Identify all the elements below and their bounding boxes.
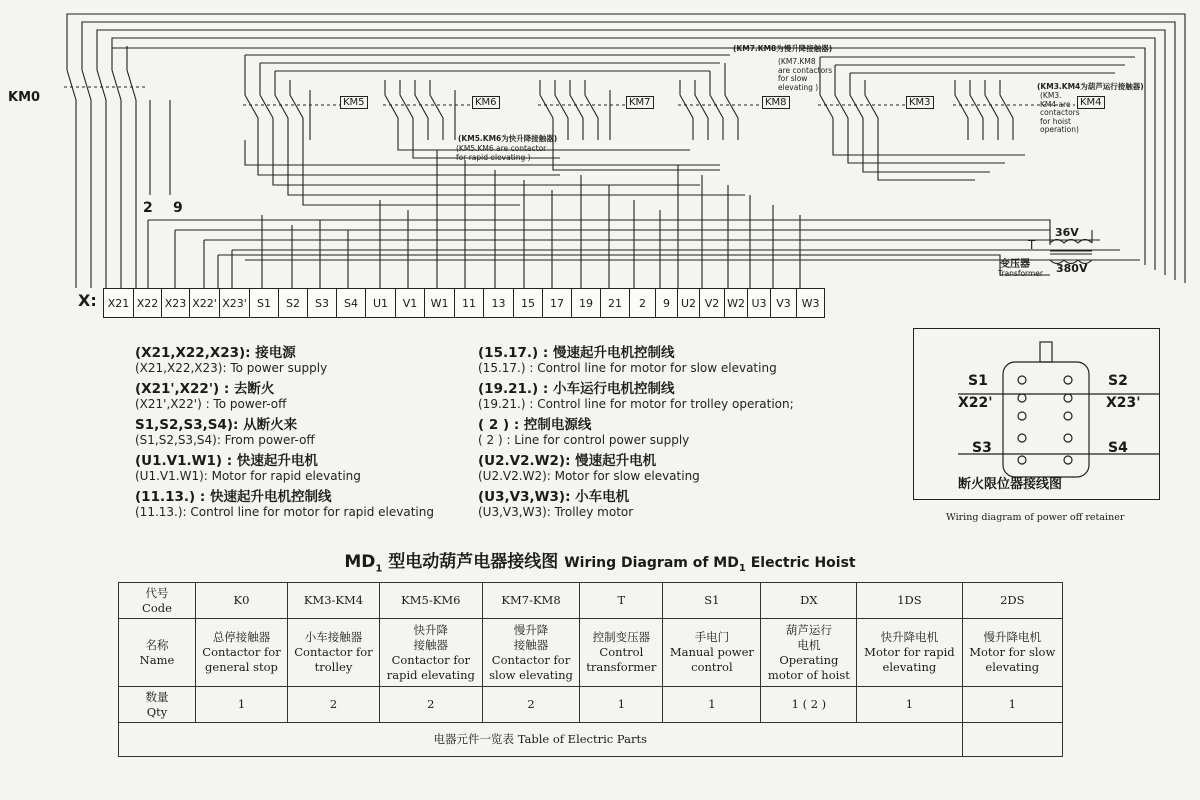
name-cell: 快升降 接触器 Contactor for rapid elevating xyxy=(379,619,482,687)
code-cell: T xyxy=(580,583,663,619)
retainer-s2: S2 xyxy=(1108,373,1128,389)
terminal-strip-label: X: xyxy=(78,291,97,310)
code-cell: KM7-KM8 xyxy=(482,583,580,619)
qty-cell: 1 xyxy=(196,687,288,723)
legend-item xyxy=(478,377,818,411)
name-cell: 慢升降 接触器 Contactor for slow elevating xyxy=(482,619,580,687)
terminal-18: 2 xyxy=(630,289,656,317)
name-cell: 葫芦运行 电机 Operating motor of hoist xyxy=(761,619,857,687)
name-cell: 快升降电机 Motor for rapid elevating xyxy=(857,619,962,687)
code-cell: 2DS xyxy=(962,583,1062,619)
row-header-qty: 数量 Qty xyxy=(119,687,196,723)
legend-item-cn: (11.13.) : 快速起升电机控制线 xyxy=(135,489,332,505)
legend-item-cn: (15.17.) : 慢速起升电机控制线 xyxy=(478,345,675,361)
terminal-13: 13 xyxy=(484,289,514,317)
wire-label-9: 9 xyxy=(173,200,183,216)
retainer-s3: S3 xyxy=(972,440,992,456)
note-km34-en: (KM3. KM4 are contactors for hoist operation) xyxy=(1040,91,1080,134)
wire-label-2: 2 xyxy=(143,200,153,216)
legend-item xyxy=(135,341,455,375)
table-row-caption xyxy=(119,723,1063,757)
electric-parts-table xyxy=(118,582,1063,757)
table-row-qty xyxy=(119,687,1063,723)
table-row-name xyxy=(119,619,1063,687)
transformer-380v: 380V xyxy=(1056,262,1088,275)
note-km56-en: (KM5.KM6 are contactor for rapid elevating ) xyxy=(456,144,547,162)
terminal-11: W1 xyxy=(425,289,455,317)
qty-cell: 2 xyxy=(482,687,580,723)
terminal-12: 11 xyxy=(455,289,484,317)
terminal-25: W3 xyxy=(801,296,820,310)
legend-item-en: (X21',X22') : To power-off xyxy=(135,397,287,411)
qty-cell: 1 xyxy=(857,687,962,723)
terminal-23: U3 xyxy=(748,289,771,317)
legend-item xyxy=(135,413,455,447)
terminal-24: V3 xyxy=(771,289,797,317)
qty-cell: 1 xyxy=(663,687,761,723)
legend-item-en: (U3,V3,W3): Trolley motor xyxy=(478,505,634,519)
legend-item-en: (19.21.) : Control line for motor for trolley operation; xyxy=(478,397,794,411)
terminal-6: S2 xyxy=(279,289,308,317)
qty-cell: 2 xyxy=(287,687,379,723)
legend-left xyxy=(135,341,455,521)
km0-label: KM0 xyxy=(8,90,41,105)
legend-item-cn: (U3,V3,W3): 小车电机 xyxy=(478,489,630,505)
note-km78-en: (KM7.KM8 are contactors for slow elevating ) xyxy=(778,57,833,92)
terminal-14: 15 xyxy=(514,289,543,317)
retainer-title-en: Wiring diagram of power off retainer xyxy=(946,512,1125,523)
code-cell: KM3-KM4 xyxy=(287,583,379,619)
terminal-strip xyxy=(103,288,825,318)
legend-item-cn: (19.21.) : 小车运行电机控制线 xyxy=(478,381,675,397)
terminal-8: S4 xyxy=(337,289,366,317)
terminal-2: X23 xyxy=(162,289,190,317)
transformer-36v: 36V xyxy=(1055,226,1079,239)
terminal-0: X21 xyxy=(104,289,134,317)
code-cell: K0 xyxy=(196,583,288,619)
page-title: $MD_1$ 型电动葫芦电器接线图 Wiring Diagram of $MD_1$ Electric Hoist xyxy=(344,552,856,575)
terminal-9: U1 xyxy=(366,289,396,317)
legend-item-en: (15.17.) : Control line for motor for slow elevating xyxy=(478,361,777,375)
legend-item-cn: (U2.V2.W2): 慢速起升电机 xyxy=(478,453,657,469)
contactor-km8: KM8 xyxy=(762,96,790,109)
retainer-title-cn: 断火限位器接线图 xyxy=(958,477,1063,492)
legend-item xyxy=(135,449,455,483)
terminal-16: 19 xyxy=(572,289,601,317)
terminal-10: V1 xyxy=(396,289,425,317)
terminal-20: U2 xyxy=(678,289,700,317)
legend-right xyxy=(478,341,818,521)
terminal-1: X22 xyxy=(134,289,162,317)
terminal-21: V2 xyxy=(700,289,725,317)
code-cell: DX xyxy=(761,583,857,619)
legend-item-en: ( 2 ) : Line for control power supply xyxy=(478,433,690,447)
terminal-19: 9 xyxy=(656,289,678,317)
retainer-s1: S1 xyxy=(968,373,988,389)
name-cell: 控制变压器 Control transformer xyxy=(580,619,663,687)
legend-item-cn: (U1.V1.W1) : 快速起升电机 xyxy=(135,453,318,469)
legend-item-cn: (X21,X22,X23): 接电源 xyxy=(135,345,296,361)
contactor-km4: KM4 xyxy=(1077,96,1105,109)
code-cell: S1 xyxy=(663,583,761,619)
legend-item-en: (U2.V2.W2): Motor for slow elevating xyxy=(478,469,700,483)
name-cell: 小车接触器 Contactor for trolley xyxy=(287,619,379,687)
legend-item xyxy=(478,341,818,375)
qty-cell: 1 xyxy=(962,687,1062,723)
transformer-en: Transformer xyxy=(998,269,1044,278)
note-km34-cn: (KM3.KM4为葫芦运行接触器) xyxy=(1037,82,1144,91)
qty-cell: 2 xyxy=(379,687,482,723)
terminal-17: 21 xyxy=(601,289,630,317)
legend-item-en: (X21,X22,X23): To power supply xyxy=(135,361,328,375)
note-km56-cn: (KM5.KM6为快升降接触器) xyxy=(458,134,558,143)
table-row-code xyxy=(119,583,1063,619)
terminal-15: 17 xyxy=(543,289,572,317)
transformer-symbol: T xyxy=(1028,238,1036,252)
code-cell: KM5-KM6 xyxy=(379,583,482,619)
terminal-7: S3 xyxy=(308,289,337,317)
legend-item-en: (U1.V1.W1): Motor for rapid elevating xyxy=(135,469,361,483)
row-header-name: 名称 Name xyxy=(119,619,196,687)
legend-item-en: (S1,S2,S3,S4): From power-off xyxy=(135,433,315,447)
retainer-x23: X23' xyxy=(1106,395,1141,411)
row-header-code: 代号 Code xyxy=(119,583,196,619)
retainer-x22: X22' xyxy=(958,395,993,411)
retainer-s4: S4 xyxy=(1108,440,1128,456)
name-cell: 手电门 Manual power control xyxy=(663,619,761,687)
legend-item-cn: (X21',X22') : 去断火 xyxy=(135,381,275,397)
legend-item-cn: ( 2 ) : 控制电源线 xyxy=(478,417,592,433)
contactor-km6: KM6 xyxy=(472,96,500,109)
name-cell: 总停接触器 Contactor for general stop xyxy=(196,619,288,687)
table-caption: 电器元件一览表 Table of Electric Parts xyxy=(119,723,963,757)
contactor-km3: KM3 xyxy=(906,96,934,109)
contactor-km7: KM7 xyxy=(626,96,654,109)
legend-item xyxy=(478,449,818,483)
legend-item xyxy=(478,413,818,447)
legend-item xyxy=(478,485,818,519)
legend-item-cn: S1,S2,S3,S4): 从断火来 xyxy=(135,417,298,433)
contactor-km5: KM5 xyxy=(340,96,368,109)
terminal-4: X23' xyxy=(220,289,250,317)
transformer-cn: 变压器 xyxy=(1000,259,1030,270)
legend-item xyxy=(135,377,455,411)
name-cell: 慢升降电机 Motor for slow elevating xyxy=(962,619,1062,687)
legend-item xyxy=(135,485,455,519)
terminal-22: W2 xyxy=(725,289,748,317)
qty-cell: 1 xyxy=(580,687,663,723)
terminal-5: S1 xyxy=(250,289,279,317)
qty-cell: 1 ( 2 ) xyxy=(761,687,857,723)
legend-item-en: (11.13.): Control line for motor for rapid elevating xyxy=(135,505,434,519)
code-cell: 1DS xyxy=(857,583,962,619)
terminal-3: X22' xyxy=(190,289,220,317)
note-km78-cn: (KM7.KM8为慢升降接触器) xyxy=(733,44,833,53)
